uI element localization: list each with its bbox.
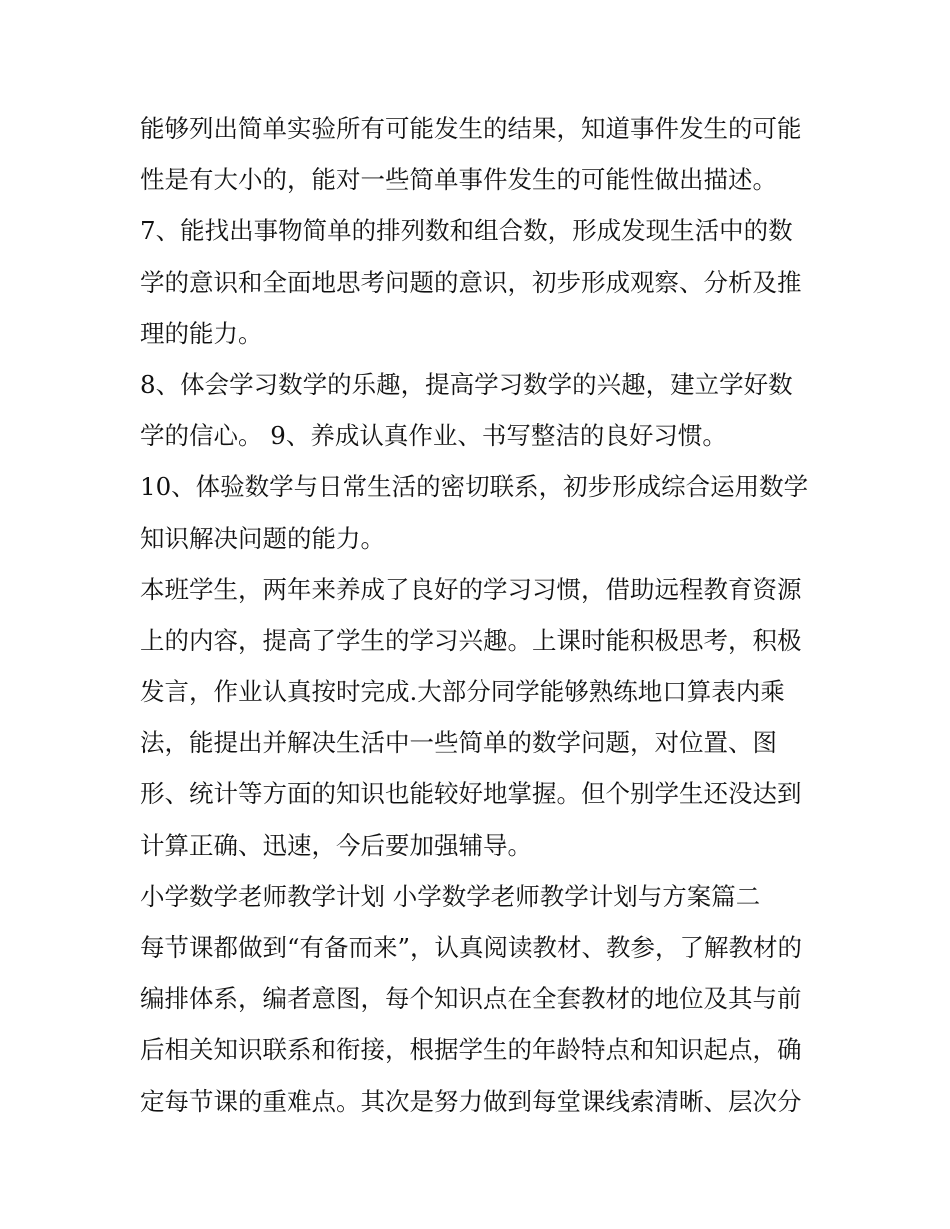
section-title: 小学数学老师教学计划 小学数学老师教学计划与方案篇二 xyxy=(140,881,761,911)
text-line: 定每节课的重难点。其次是努力做到每堂课线索清晰、层次分 xyxy=(140,1086,802,1116)
text-line: 能够列出简单实验所有可能发生的结果，知道事件发生的可能 xyxy=(140,114,802,143)
text-line: 理的能力。 xyxy=(140,318,263,348)
text-line: 法，能提出并解决生活中一些简单的数学问题，对位置、图 xyxy=(140,728,777,758)
text-line: 后相关知识联系和衔接，根据学生的年龄特点和知识起点，确 xyxy=(140,1035,802,1065)
text-line: 知识解决问题的能力。 xyxy=(140,523,385,553)
body-text xyxy=(140,103,840,1127)
text-line: 7、能找出事物简单的排列数和组合数，形成发现生活中的数 xyxy=(140,216,793,246)
text-line: 发言，作业认真按时完成.大部分同学能够熟练地口算表内乘 xyxy=(140,677,785,707)
text-line: 本班学生，两年来养成了良好的学习习惯，借助远程教育资源 xyxy=(140,574,802,604)
text-line: 每节课都做到“有备而来”，认真阅读教材、教参，了解教材的 xyxy=(140,933,803,962)
text-line: 性是有大小的，能对一些简单事件发生的可能性做出描述。 xyxy=(140,165,777,195)
text-line: 编排体系，编者意图，每个知识点在全套教材的地位及其与前 xyxy=(140,984,802,1014)
text-line: 10、体验数学与日常生活的密切联系，初步形成综合运用数学 xyxy=(140,472,809,502)
text-line: 形、统计等方面的知识也能较好地掌握。但个别学生还没达到 xyxy=(140,779,802,809)
text-line: 8、体会学习数学的乐趣，提高学习数学的兴趣，建立学好数 xyxy=(140,369,793,399)
text-line: 计算正确、迅速，今后要加强辅导。 xyxy=(140,830,532,860)
text-line: 上的内容，提高了学生的学习兴趣。上课时能积极思考，积极 xyxy=(140,625,802,655)
text-line: 学的信心。 9、养成认真作业、书写整洁的良好习惯。 xyxy=(140,421,727,451)
text-line: 学的意识和全面地思考问题的意识，初步形成观察、分析及推 xyxy=(140,267,802,297)
